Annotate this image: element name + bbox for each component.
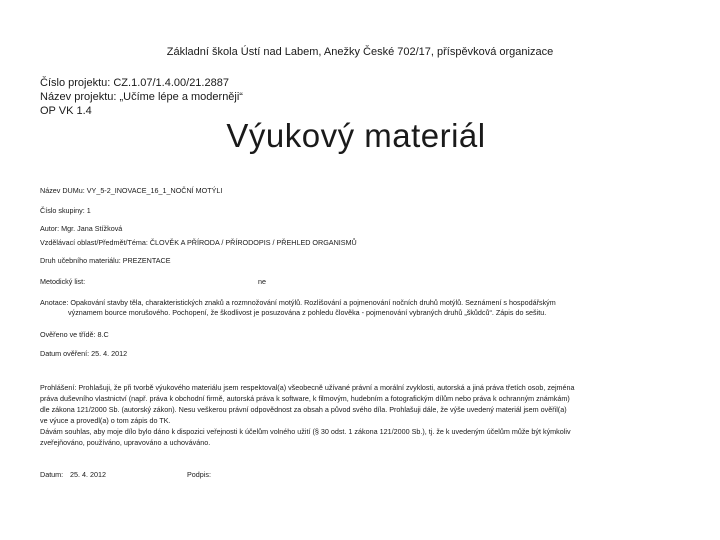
- method-sheet-value: ne: [258, 277, 266, 286]
- project-program: OP VK 1.4: [40, 105, 92, 117]
- declaration-line-1: Prohlášení: Prohlašuji, že při tvorbě výukového materiálu jsem respektoval(a) všeobecně užívané právní a morální zvyklosti, autorská a jiná práva třetích osob, zejména: [40, 383, 575, 392]
- annotation-line-2: významem bource morušového. Pochopení, že škodlivost je posuzována z pohledu člověka - pojmenování vybraných druhů „škůdců“. Zápis do sešitu.: [68, 308, 547, 317]
- declaration-line-4: ve výuce a provedl(a) o tom zápis do TK.: [40, 416, 171, 425]
- method-sheet-label: Metodický list:: [40, 277, 86, 286]
- declaration-line-3: dle zákona 121/2000 Sb. (autorský zákon). Nesu veškerou právní odpovědnost za obsah a původ svého díla. Prohlašuji dále, že výše uvedený materiál jsem ověřil(a): [40, 405, 567, 414]
- verified-class: Ověřeno ve třídě: 8.C: [40, 330, 109, 339]
- declaration-line-2: práva duševního vlastnictví (např. práva k obchodní firmě, autorská práva k software, k filmovým, hudebním a fotografickým dílům nebo práva k ochranným známkám): [40, 394, 570, 403]
- declaration-line-6: zveřejňováno, používáno, upravováno a uchováváno.: [40, 438, 211, 447]
- project-name: Název projektu: „Učíme lépe a moderněji“: [40, 91, 243, 103]
- dum-name: Název DUMu: VY_5-2_INOVACE_16_1_NOČNÍ MOTÝLI: [40, 186, 223, 195]
- footer-date-value: 25. 4. 2012: [70, 470, 106, 479]
- author: Autor: Mgr. Jana Stížková: [40, 224, 123, 233]
- annotation-line-1: Anotace: Opakování stavby těla, charakteristických znaků a rozmnožování motýlů. Rozlišování a pojmenování nočních druhů motýlů. Seznámení s hospodářským: [40, 298, 556, 307]
- group-number: Číslo skupiny: 1: [40, 206, 91, 215]
- school-header: Základní škola Ústí nad Labem, Anežky České 702/17, příspěvková organizace: [166, 46, 554, 58]
- project-number: Číslo projektu: CZ.1.07/1.4.00/21.2887: [40, 77, 229, 89]
- material-type: Druh učebního materiálu: PREZENTACE: [40, 256, 171, 265]
- declaration-line-5: Dávám souhlas, aby moje dílo bylo dáno k dispozici veřejnosti k účelům volného užití (§ 30 odst. 1 zákona 121/2000 Sb.), tj. že k uvedeným účelům může být kýmkoliv: [40, 427, 571, 436]
- signature-label: Podpis:: [187, 470, 211, 479]
- page-title: Výukový materiál: [226, 117, 486, 154]
- footer-date-label: Datum:: [40, 470, 64, 479]
- subject-area: Vzdělávací oblast/Předmět/Téma: ČLOVĚK A PŘÍRODA / PŘÍRODOPIS / PŘEHLED ORGANISMŮ: [40, 238, 357, 247]
- verified-date: Datum ověření: 25. 4. 2012: [40, 349, 128, 358]
